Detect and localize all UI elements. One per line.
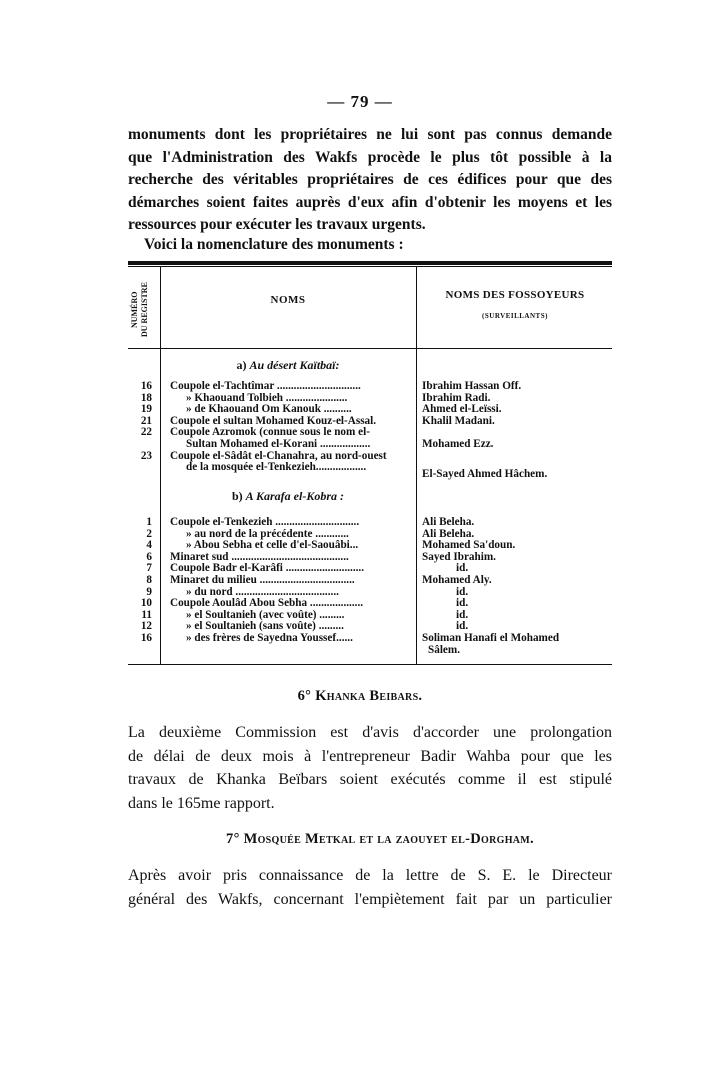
section-7-heading: 7° Mosquée Metkal et la zaouyet el-Dorgham. [226,831,534,847]
text-line: travaux de Khanka Beïbars soient exécutés comme il est stipulé [128,771,612,788]
intro-paragraph [128,124,612,237]
text-line: La deuxième Commission est d'avis d'accorder une prolongation [128,724,612,741]
section-6-heading: 6° Khanka Beibars. [297,688,423,704]
column-divider [416,267,417,664]
section-b-heading: b) A Karafa el-Kobra : [231,489,344,503]
header-noms: NOMS [270,294,306,306]
text-line: ressources pour exécuter les travaux urgents. [128,216,426,233]
text-line: démarches soient faites auprès d'eux afin d'obtenir les moyens et les [128,193,612,211]
monuments-table: NUMÉRO DU REGISTRE NOMS NOMS DES FOSSOYEURS (SURVEILLANTS) a) Au désert Kaïtbaï: 16 Coupole el-Tachtîmar .............................. Ibrahim Hassan Off. 18 » Khaouand Tolbieh ...................... Ibrahim Radi. 19 » de Khaouand Om Kanouk .......... Ahmed el-Leïssi. 21 Coupole el sultan Mohamed Kouz-el-Assal. Khalil Madani. 22 Coupole Azromok (connue sous le nom el- Sultan Mohamed el-Korani .................. Mohamed Ezz. 23 Coupole el-Sâdât el-Chanahra, au nord-ouest de la mosquée el-Tenkezieh.................. El-Sayed Ahmed Hâchem. b) A Karafa el-Kobra : 1 Coupole el-Tenkezieh .............................. Ali Beleha. 2 » au nord de la précédente ............ Ali Beleha. 4 » Abou Sebha et celle d'el-Saouâbi... Mohamed Sa'doun. 6 Minaret sud .......................................... Sayed Ibrahim. 7 Coupole Badr el-Karâfi ............................ id. 8 Minaret du milieu .................................. Mohamed Aly. 9 » du nord ..................................... id. 10 Coupole Aoulâd Abou Sebha ................... id. 11 » el Soultanieh (avec voûte) ......... id. 12 » el Soultanieh (sans voûte) ......... id. 16 » des frères de Sayedna Youssef...... Soliman Hanafi el Mohamed Sâlem. [128,261,612,669]
table-intro: Voici la nomenclature des monuments : [144,236,404,253]
text-line: monuments dont les propriétaires ne lui sont pas connus demande [128,126,612,143]
text-line: de délai de deux mois à l'entrepreneur Badir Wahba pour que les [128,747,612,765]
table-top-rule [128,261,612,265]
text-line: dans le 165me rapport. [128,794,275,812]
text-line: Après avoir pris connaissance de la lettre de S. E. le Directeur [128,867,612,884]
page-number: — 79 — [327,92,393,111]
text-line: que l'Administration des Wakfs procède le plus tôt possible à la [128,148,612,166]
header-numero: NUMÉRO DU REGISTRE [130,282,149,338]
section-7-paragraph [128,864,612,912]
text-line: général des Wakfs, concernant l'empiètement fait par un particulier [128,891,612,908]
text-line: recherche des véritables propriétaires de ces édifices pour que des [128,171,612,188]
header-fossoyeurs: NOMS DES FOSSOYEURS [445,289,585,301]
section-6-paragraph [128,721,612,815]
table-top-rule-thin [128,266,612,267]
table-bottom-rule [128,664,612,665]
column-divider [160,267,161,664]
section-a-heading: a) Au désert Kaïtbaï: [236,358,340,372]
header-rule [128,348,612,349]
header-surveillants: (SURVEILLANTS) [482,312,548,320]
